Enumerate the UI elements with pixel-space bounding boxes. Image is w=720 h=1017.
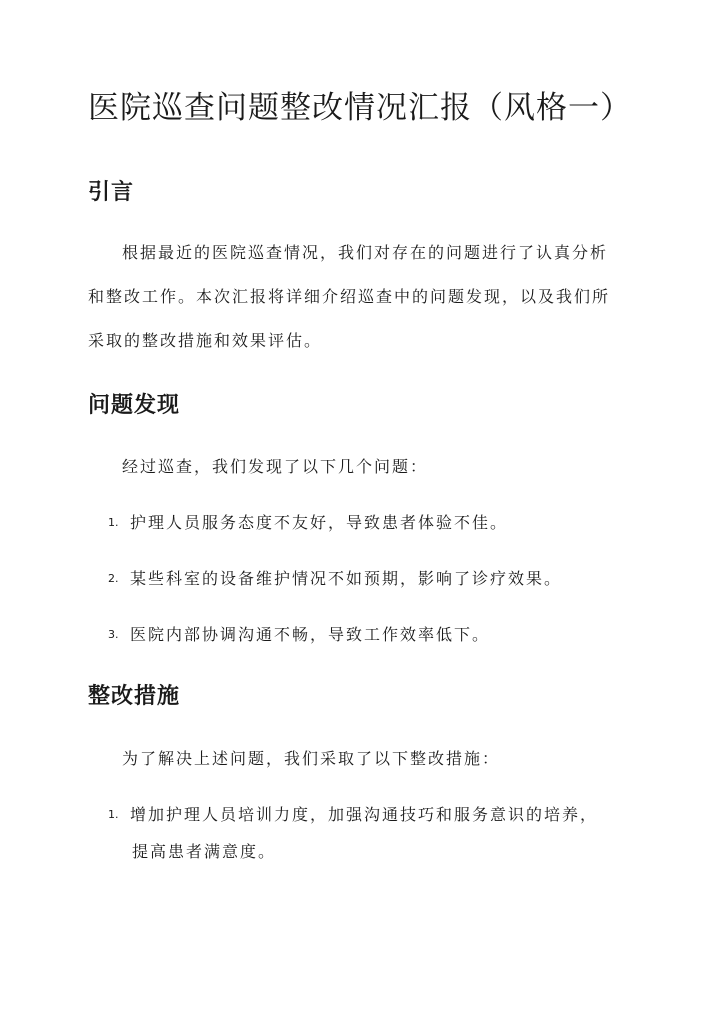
measures-intro: 为了解决上述问题，我们采取了以下整改措施： xyxy=(122,749,501,768)
measure-item-1-number: 1. xyxy=(108,808,119,821)
measure-item-1 xyxy=(108,800,628,866)
intro-line-1: 根据最近的医院巡查情况，我们对存在的问题进行了认真分析 xyxy=(122,243,609,262)
problem-item-3 xyxy=(108,620,628,649)
measure-item-1-continuation: 提高患者满意度。 xyxy=(132,842,277,861)
problem-item-1-number: 1. xyxy=(108,516,119,529)
measure-item-1-text: 增加护理人员培训力度，加强沟通技巧和服务意识的培养， xyxy=(130,805,599,824)
problem-item-1 xyxy=(108,508,628,537)
problem-item-3-number: 3. xyxy=(108,628,119,641)
problem-item-1-text: 护理人员服务态度不友好，导致患者体验不佳。 xyxy=(130,513,509,532)
problems-intro: 经过巡查，我们发现了以下几个问题： xyxy=(122,457,429,476)
intro-line-2: 和整改工作。本次汇报将详细介绍巡查中的问题发现，以及我们所 xyxy=(88,287,611,306)
problem-item-2 xyxy=(108,564,628,593)
heading-intro: 引言 xyxy=(88,179,135,205)
problem-item-2-text: 某些科室的设备维护情况不如预期，影响了诊疗效果。 xyxy=(130,569,563,588)
intro-line-3: 采取的整改措施和效果评估。 xyxy=(88,331,323,350)
heading-measures: 整改措施 xyxy=(88,683,181,709)
heading-problems: 问题发现 xyxy=(88,392,181,418)
page-title: 医院巡查问题整改情况汇报（风格一） xyxy=(88,90,632,126)
problem-item-3-text: 医院内部协调沟通不畅，导致工作效率低下。 xyxy=(130,625,491,644)
intro-paragraph xyxy=(88,238,636,355)
problem-item-2-number: 2. xyxy=(108,572,119,585)
